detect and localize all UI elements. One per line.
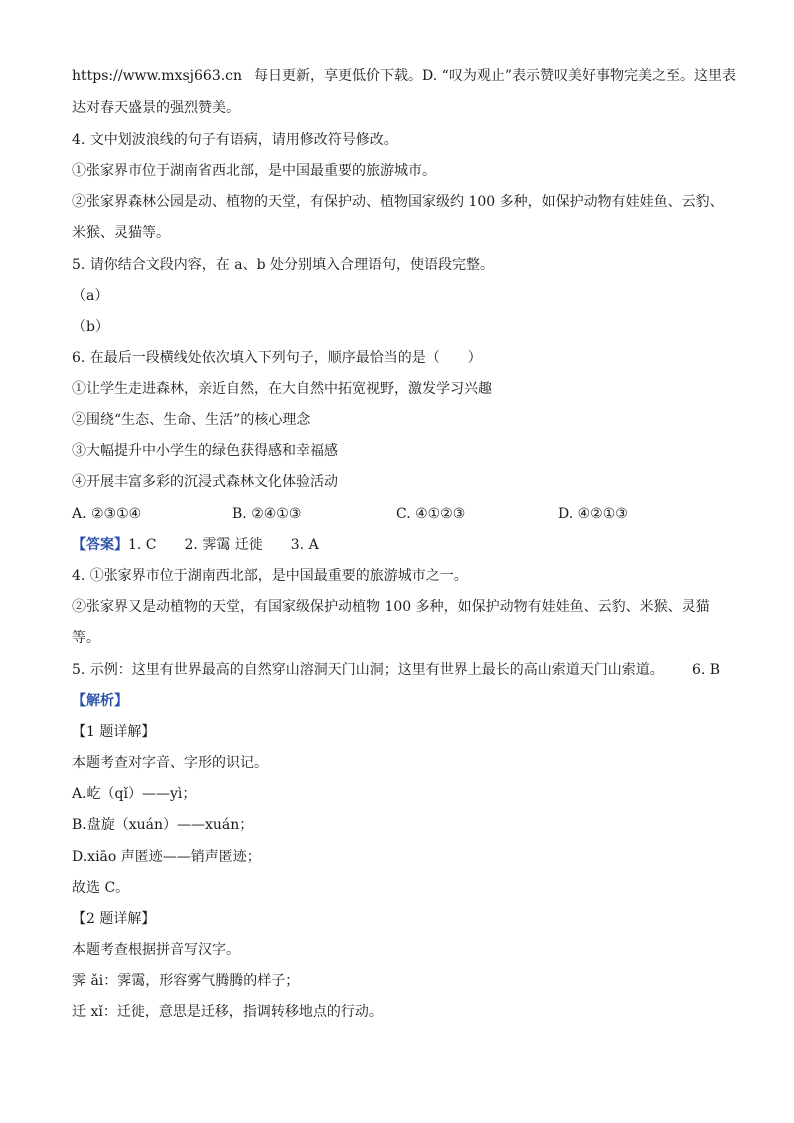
text-line: ④开展丰富多彩的沉浸式森林文化体验活动 [72,474,338,490]
watermark-url: https://www.mxsj663.cn [72,68,243,84]
answer-text: 1. C 2. 霁霭 迁徙 3. A [128,537,319,553]
text-line: 霁 ǎi：霁霭，形容雾气腾腾的样子； [72,973,300,989]
text-line: ③大幅提升中小学生的绿色获得感和幸福感 [72,443,338,459]
text-line: 本题考查根据拼音写汉字。 [72,942,240,958]
section-heading: 【2 题详解】 [72,911,156,927]
text-line: ①让学生走进森林，亲近自然，在大自然中拓宽视野，激发学习兴趣 [72,381,492,397]
option-b: B. ②④①③ [232,506,302,522]
answer-5: 5. 示例：这里有世界最高的自然穿山溶洞天门山洞；这里有世界上最长的高山索道天门山索道。 [72,662,664,678]
option-a: A. ②③①④ [72,506,142,522]
answer-line [72,535,722,555]
text-line: 米猴、灵猫等。 [72,225,170,241]
text-line: 达对春天盛景的强烈赞美。 [72,100,240,116]
answer-5-line [72,660,722,680]
answer-label: 【答案】 [72,537,128,553]
text-line: 迁 xǐ：迁徙，意思是迁移，指调转移地点的行动。 [72,1004,383,1020]
question-6: 6. 在最后一段横线处依次填入下列句子，顺序最恰当的是（ ） [72,350,482,366]
text-line: ②张家界森林公园是动、植物的天堂，有保护动、植物国家级约 100 多种，如保护动物有娃娃鱼、云豹、 [72,194,724,210]
blank-a: （a） [72,288,109,304]
question-4: 4. 文中划波浪线的句子有语病，请用修改符号修改。 [72,132,398,148]
options-row [72,504,722,524]
text-line [72,66,736,86]
text-line: 4. ①张家界市位于湖南西北部，是中国最重要的旅游城市之一。 [72,568,468,584]
option-c: C. ④①②③ [396,506,466,522]
option-d: D. ④②①③ [558,506,628,522]
text-line: 等。 [72,630,100,646]
text-line: B.盘旋（xuán）——xuán； [72,817,254,833]
text-line: ②围绕“生态、生命、生活”的核心理念 [72,412,311,428]
text-line: 本题考查对字音、字形的识记。 [72,755,268,771]
answer-6: 6. B [692,662,721,678]
section-heading: 【1 题详解】 [72,724,156,740]
text-line: A.屹（qǐ）——yì； [72,786,197,802]
text-span: 每日更新，享更低价下载。D. “叹为观止”表示赞叹美好事物完美之至。这里表 [254,68,736,84]
text-line: ②张家界又是动植物的天堂，有国家级保护动植物 100 多种，如保护动物有娃娃鱼、云豹、米猴、灵猫 [72,599,710,615]
blank-b: （b） [72,319,109,335]
analysis-label: 【解析】 [72,693,128,709]
text-line: D.xiāo 声匿迹——销声匿迹； [72,849,261,865]
text-line: ①张家界市位于湖南省西北部，是中国最重要的旅游城市。 [72,163,436,179]
question-5: 5. 请你结合文段内容，在 a、b 处分别填入合理语句，使语段完整。 [72,257,495,273]
text-line: 故选 C。 [72,880,130,896]
